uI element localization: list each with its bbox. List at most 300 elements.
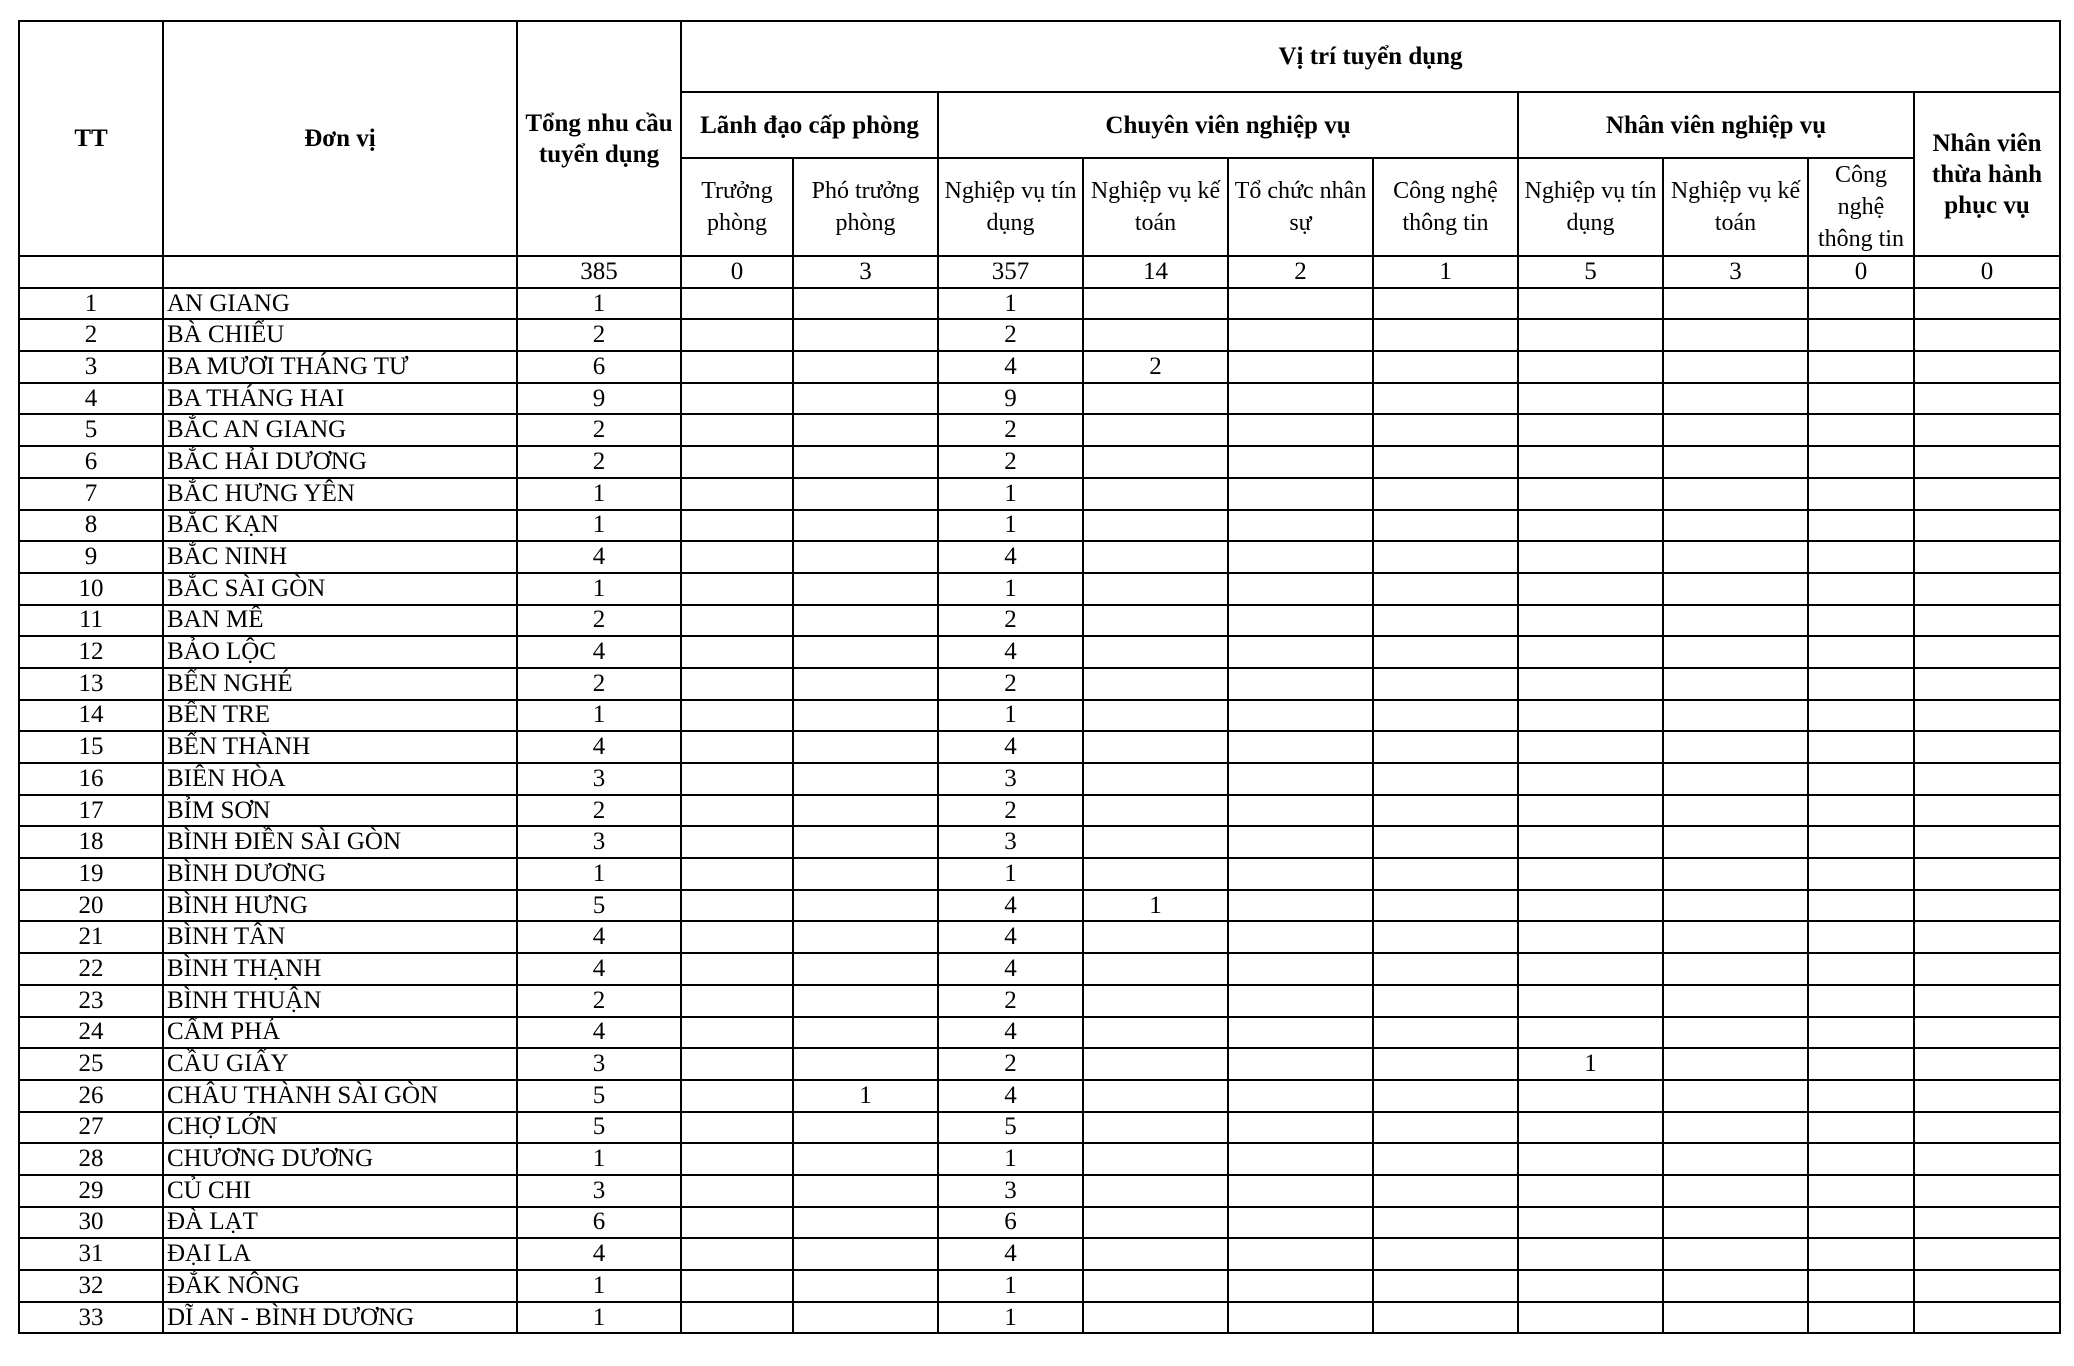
table-cell xyxy=(1373,383,1518,415)
table-row xyxy=(19,1112,2060,1144)
table-cell xyxy=(1914,288,2060,320)
table-cell xyxy=(1083,1175,1228,1207)
table-cell xyxy=(1663,700,1808,732)
table-cell xyxy=(1663,1302,1808,1334)
unit-name-cell: AN GIANG xyxy=(163,288,517,320)
table-cell xyxy=(1808,573,1914,605)
table-cell xyxy=(1228,383,1373,415)
table-cell xyxy=(1808,826,1914,858)
table-cell xyxy=(1083,446,1228,478)
table-cell xyxy=(1914,858,2060,890)
table-cell: 4 xyxy=(938,890,1083,922)
table-cell xyxy=(1808,731,1914,763)
table-cell xyxy=(1914,731,2060,763)
table-cell xyxy=(1518,1175,1663,1207)
table-cell xyxy=(1083,858,1228,890)
table-cell xyxy=(1808,890,1914,922)
table-cell xyxy=(793,826,938,858)
table-cell xyxy=(1518,731,1663,763)
table-cell xyxy=(681,414,793,446)
table-cell xyxy=(1914,636,2060,668)
table-cell xyxy=(1228,795,1373,827)
table-cell xyxy=(1808,700,1914,732)
table-cell xyxy=(681,383,793,415)
table-cell xyxy=(793,1175,938,1207)
table-cell xyxy=(681,1017,793,1049)
table-cell xyxy=(1083,414,1228,446)
table-cell xyxy=(1373,478,1518,510)
table-cell: 1 xyxy=(938,1270,1083,1302)
table-cell xyxy=(1228,288,1373,320)
table-cell xyxy=(1663,1017,1808,1049)
table-cell xyxy=(1808,1302,1914,1334)
table-cell xyxy=(1228,478,1373,510)
table-cell xyxy=(1518,985,1663,1017)
table-cell xyxy=(1083,731,1228,763)
table-cell xyxy=(681,1302,793,1334)
table-row xyxy=(19,1143,2060,1175)
row-number-cell: 4 xyxy=(19,383,163,415)
table-cell xyxy=(793,605,938,637)
table-cell xyxy=(1518,351,1663,383)
table-cell xyxy=(1663,731,1808,763)
table-cell xyxy=(1083,1238,1228,1270)
total-demand-cell: 5 xyxy=(517,890,681,922)
unit-name-cell: BẾN THÀNH xyxy=(163,731,517,763)
table-row xyxy=(19,383,2060,415)
table-cell xyxy=(1914,573,2060,605)
row-number-cell: 14 xyxy=(19,700,163,732)
table-cell xyxy=(681,319,793,351)
total-demand-cell: 1 xyxy=(517,1143,681,1175)
table-cell xyxy=(793,414,938,446)
header-sub: Phó trưởng phòng xyxy=(793,158,938,256)
header-sub: Công nghệ thông tin xyxy=(1808,158,1914,256)
table-cell xyxy=(1373,985,1518,1017)
table-cell xyxy=(1663,319,1808,351)
unit-name-cell: CẨM PHẢ xyxy=(163,1017,517,1049)
table-cell xyxy=(1518,763,1663,795)
table-cell: 2 xyxy=(938,795,1083,827)
table-cell: 4 xyxy=(938,1238,1083,1270)
table-row xyxy=(19,573,2060,605)
table-row xyxy=(19,668,2060,700)
table-cell xyxy=(793,1302,938,1334)
table-cell xyxy=(681,573,793,605)
table-cell: 4 xyxy=(938,636,1083,668)
unit-name-cell: BÌNH THẠNH xyxy=(163,953,517,985)
table-cell xyxy=(1228,668,1373,700)
table-cell xyxy=(793,636,938,668)
table-cell: 3 xyxy=(793,256,938,288)
row-number-cell: 24 xyxy=(19,1017,163,1049)
table-cell xyxy=(1228,541,1373,573)
table-cell: 2 xyxy=(938,985,1083,1017)
table-row xyxy=(19,478,2060,510)
table-cell xyxy=(1083,541,1228,573)
table-cell xyxy=(1518,319,1663,351)
table-cell xyxy=(793,1048,938,1080)
table-row xyxy=(19,1017,2060,1049)
table-cell xyxy=(1518,1143,1663,1175)
unit-name-cell: BẮC HẢI DƯƠNG xyxy=(163,446,517,478)
table-cell xyxy=(1518,921,1663,953)
table-header xyxy=(19,21,2060,256)
unit-name-cell: BẮC NINH xyxy=(163,541,517,573)
table-cell xyxy=(1663,478,1808,510)
table-cell: 1 xyxy=(938,1302,1083,1334)
table-row xyxy=(19,1302,2060,1334)
row-number-cell: 25 xyxy=(19,1048,163,1080)
table-cell xyxy=(1663,1238,1808,1270)
table-cell xyxy=(681,1175,793,1207)
unit-name-cell: BẢO LỘC xyxy=(163,636,517,668)
table-cell xyxy=(1808,921,1914,953)
table-cell xyxy=(1373,414,1518,446)
table-cell xyxy=(1808,1017,1914,1049)
table-cell xyxy=(681,731,793,763)
table-cell xyxy=(793,1112,938,1144)
table-cell xyxy=(793,446,938,478)
table-cell xyxy=(1228,890,1373,922)
total-demand-cell: 2 xyxy=(517,605,681,637)
header-tong-nhu-cau: Tổng nhu cầu tuyển dụng xyxy=(517,21,681,256)
total-demand-cell: 4 xyxy=(517,953,681,985)
row-number-cell: 17 xyxy=(19,795,163,827)
table-cell xyxy=(681,1270,793,1302)
table-cell xyxy=(1914,921,2060,953)
table-cell xyxy=(1808,1175,1914,1207)
row-number-cell: 26 xyxy=(19,1080,163,1112)
total-demand-cell: 9 xyxy=(517,383,681,415)
unit-name-cell: BẮC HƯNG YÊN xyxy=(163,478,517,510)
total-demand-cell: 4 xyxy=(517,731,681,763)
row-number-cell: 12 xyxy=(19,636,163,668)
table-cell xyxy=(1373,795,1518,827)
table-cell xyxy=(1518,1207,1663,1239)
row-number-cell: 33 xyxy=(19,1302,163,1334)
table-cell xyxy=(1083,1080,1228,1112)
total-demand-cell: 2 xyxy=(517,414,681,446)
unit-name-cell: CHÂU THÀNH SÀI GÒN xyxy=(163,1080,517,1112)
table-cell: 4 xyxy=(938,351,1083,383)
total-demand-cell: 3 xyxy=(517,1175,681,1207)
row-number-cell: 13 xyxy=(19,668,163,700)
header-tt: TT xyxy=(19,21,163,256)
unit-name-cell: BÌNH DƯƠNG xyxy=(163,858,517,890)
table-cell xyxy=(1808,636,1914,668)
table-cell xyxy=(793,351,938,383)
table-row xyxy=(19,890,2060,922)
table-cell xyxy=(681,953,793,985)
table-cell: 1 xyxy=(938,510,1083,542)
table-cell xyxy=(1373,351,1518,383)
table-cell xyxy=(793,1238,938,1270)
table-cell xyxy=(1518,1302,1663,1334)
table-cell xyxy=(1228,700,1373,732)
table-row xyxy=(19,351,2060,383)
table-cell xyxy=(1808,795,1914,827)
recruitment-table xyxy=(18,20,2061,1334)
table-cell xyxy=(1808,1048,1914,1080)
table-cell: 2 xyxy=(938,446,1083,478)
table-cell xyxy=(1228,510,1373,542)
table-cell xyxy=(1914,605,2060,637)
table-cell xyxy=(1663,414,1808,446)
row-number-cell: 32 xyxy=(19,1270,163,1302)
table-row xyxy=(19,700,2060,732)
table-cell xyxy=(1663,953,1808,985)
table-cell xyxy=(1373,1048,1518,1080)
row-number-cell: 3 xyxy=(19,351,163,383)
total-demand-cell: 1 xyxy=(517,1270,681,1302)
row-number-cell: 11 xyxy=(19,605,163,637)
table-cell xyxy=(1518,573,1663,605)
table-row xyxy=(19,605,2060,637)
table-cell xyxy=(1808,288,1914,320)
table-cell xyxy=(1373,1175,1518,1207)
table-cell xyxy=(793,1017,938,1049)
table-cell xyxy=(1228,858,1373,890)
table-cell xyxy=(681,636,793,668)
total-demand-cell: 1 xyxy=(517,510,681,542)
unit-name-cell: BẾN TRE xyxy=(163,700,517,732)
unit-name-cell: ĐẮK NÔNG xyxy=(163,1270,517,1302)
header-sub: Nghiệp vụ tín dụng xyxy=(1518,158,1663,256)
table-cell xyxy=(1914,668,2060,700)
table-cell xyxy=(1808,1112,1914,1144)
table-cell xyxy=(1083,573,1228,605)
table-cell xyxy=(681,478,793,510)
table-cell xyxy=(1808,1143,1914,1175)
table-cell xyxy=(1663,1175,1808,1207)
table-cell xyxy=(1808,1080,1914,1112)
table-cell: 4 xyxy=(938,731,1083,763)
table-cell: 14 xyxy=(1083,256,1228,288)
table-cell xyxy=(1518,826,1663,858)
table-cell xyxy=(1228,319,1373,351)
row-number-cell: 8 xyxy=(19,510,163,542)
table-cell: 4 xyxy=(938,953,1083,985)
table-cell xyxy=(681,921,793,953)
table-cell: 3 xyxy=(938,826,1083,858)
table-cell xyxy=(1083,383,1228,415)
table-cell: 3 xyxy=(1663,256,1808,288)
row-number-cell: 31 xyxy=(19,1238,163,1270)
table-cell xyxy=(1228,1207,1373,1239)
table-cell xyxy=(1083,510,1228,542)
row-number-cell: 21 xyxy=(19,921,163,953)
table-cell xyxy=(1663,351,1808,383)
table-cell xyxy=(1663,288,1808,320)
table-cell xyxy=(1518,541,1663,573)
total-demand-cell: 385 xyxy=(517,256,681,288)
table-cell xyxy=(1914,1112,2060,1144)
total-demand-cell: 4 xyxy=(517,1238,681,1270)
row-number-cell: 20 xyxy=(19,890,163,922)
unit-name-cell: BÌNH THUẬN xyxy=(163,985,517,1017)
table-cell xyxy=(1518,1238,1663,1270)
table-cell xyxy=(681,1048,793,1080)
table-row xyxy=(19,731,2060,763)
row-number-cell: 29 xyxy=(19,1175,163,1207)
total-demand-cell: 2 xyxy=(517,795,681,827)
table-cell xyxy=(793,890,938,922)
table-cell xyxy=(1083,668,1228,700)
table-cell xyxy=(1083,826,1228,858)
total-demand-cell: 4 xyxy=(517,541,681,573)
table-cell xyxy=(1663,1207,1808,1239)
table-cell: 1 xyxy=(938,700,1083,732)
table-cell xyxy=(1228,351,1373,383)
total-demand-cell: 5 xyxy=(517,1080,681,1112)
table-cell xyxy=(1518,288,1663,320)
table-cell xyxy=(1663,510,1808,542)
table-row xyxy=(19,763,2060,795)
table-cell xyxy=(681,700,793,732)
unit-name-cell: DĨ AN - BÌNH DƯƠNG xyxy=(163,1302,517,1334)
unit-name-cell: BA THÁNG HAI xyxy=(163,383,517,415)
unit-name-cell: CỦ CHI xyxy=(163,1175,517,1207)
table-cell xyxy=(681,1207,793,1239)
total-demand-cell: 6 xyxy=(517,1207,681,1239)
table-cell xyxy=(1228,1238,1373,1270)
table-cell xyxy=(1914,541,2060,573)
table-cell xyxy=(793,858,938,890)
table-cell xyxy=(793,1143,938,1175)
table-cell xyxy=(1914,319,2060,351)
table-cell xyxy=(1083,1048,1228,1080)
table-cell xyxy=(1663,763,1808,795)
table-cell xyxy=(1808,953,1914,985)
table-cell xyxy=(793,541,938,573)
table-row xyxy=(19,446,2060,478)
table-cell xyxy=(1808,985,1914,1017)
table-cell xyxy=(1373,288,1518,320)
table-cell xyxy=(681,795,793,827)
table-cell xyxy=(1914,446,2060,478)
table-cell xyxy=(1083,319,1228,351)
table-cell xyxy=(1373,1238,1518,1270)
unit-name-cell: BẾN NGHÉ xyxy=(163,668,517,700)
table-cell: 357 xyxy=(938,256,1083,288)
total-demand-cell: 1 xyxy=(517,573,681,605)
table-cell xyxy=(1228,731,1373,763)
table-row xyxy=(19,1207,2060,1239)
table-cell: 1 xyxy=(938,858,1083,890)
table-cell xyxy=(1914,351,2060,383)
table-cell xyxy=(1373,319,1518,351)
table-cell: 1 xyxy=(938,478,1083,510)
total-demand-cell: 2 xyxy=(517,668,681,700)
table-cell: 4 xyxy=(938,1017,1083,1049)
table-cell xyxy=(1373,1080,1518,1112)
table-row xyxy=(19,858,2060,890)
total-demand-cell: 1 xyxy=(517,478,681,510)
row-number-cell: 9 xyxy=(19,541,163,573)
table-cell xyxy=(681,351,793,383)
table-cell xyxy=(1228,1175,1373,1207)
table-cell: 5 xyxy=(938,1112,1083,1144)
table-cell xyxy=(1083,795,1228,827)
unit-name-cell: BỈM SƠN xyxy=(163,795,517,827)
table-cell xyxy=(1228,1302,1373,1334)
table-cell xyxy=(1808,541,1914,573)
unit-name-cell: BẮC KẠN xyxy=(163,510,517,542)
table-cell: 1 xyxy=(1518,1048,1663,1080)
table-cell xyxy=(793,795,938,827)
table-body xyxy=(19,256,2060,1333)
table-cell xyxy=(793,700,938,732)
unit-name-cell: BẮC AN GIANG xyxy=(163,414,517,446)
row-number-cell: 7 xyxy=(19,478,163,510)
row-number-cell: 27 xyxy=(19,1112,163,1144)
table-cell: 5 xyxy=(1518,256,1663,288)
row-number-cell: 10 xyxy=(19,573,163,605)
table-cell xyxy=(1808,478,1914,510)
table-cell xyxy=(1083,636,1228,668)
header-sub: Trưởng phòng xyxy=(681,158,793,256)
table-row xyxy=(19,414,2060,446)
table-cell xyxy=(1914,1207,2060,1239)
table-cell xyxy=(1518,890,1663,922)
table-cell xyxy=(1914,1238,2060,1270)
table-cell xyxy=(1083,605,1228,637)
row-number-cell: 15 xyxy=(19,731,163,763)
table-cell xyxy=(1083,1270,1228,1302)
table-cell xyxy=(1914,510,2060,542)
table-cell xyxy=(1914,826,2060,858)
unit-name-cell: BÌNH HƯNG xyxy=(163,890,517,922)
unit-name-cell: BẮC SÀI GÒN xyxy=(163,573,517,605)
table-cell xyxy=(681,1238,793,1270)
table-cell xyxy=(1663,1270,1808,1302)
table-cell: 0 xyxy=(1914,256,2060,288)
table-cell: 0 xyxy=(681,256,793,288)
table-cell: 2 xyxy=(1228,256,1373,288)
table-cell xyxy=(1373,541,1518,573)
table-cell: 1 xyxy=(938,1143,1083,1175)
table-cell xyxy=(1373,573,1518,605)
unit-name-cell: BAN MÊ xyxy=(163,605,517,637)
header-don-vi: Đơn vị xyxy=(163,21,517,256)
table-cell xyxy=(1083,478,1228,510)
row-number-cell: 30 xyxy=(19,1207,163,1239)
table-row xyxy=(19,636,2060,668)
header-sub: Nghiệp vụ tín dụng xyxy=(938,158,1083,256)
table-row xyxy=(19,985,2060,1017)
header-sub: Tổ chức nhân sự xyxy=(1228,158,1373,256)
table-row xyxy=(19,953,2060,985)
table-cell xyxy=(1663,573,1808,605)
total-demand-cell: 4 xyxy=(517,636,681,668)
table-cell: 2 xyxy=(1083,351,1228,383)
table-cell xyxy=(1914,1080,2060,1112)
total-demand-cell: 1 xyxy=(517,1302,681,1334)
table-cell xyxy=(1663,985,1808,1017)
table-cell xyxy=(1914,1017,2060,1049)
table-cell xyxy=(793,731,938,763)
table-cell xyxy=(1228,921,1373,953)
row-number-cell: 28 xyxy=(19,1143,163,1175)
table-cell xyxy=(1228,446,1373,478)
table-cell xyxy=(793,668,938,700)
table-cell xyxy=(1373,605,1518,637)
table-cell xyxy=(1808,1270,1914,1302)
table-cell: 2 xyxy=(938,605,1083,637)
table-cell xyxy=(1228,1048,1373,1080)
table-cell xyxy=(1518,1112,1663,1144)
